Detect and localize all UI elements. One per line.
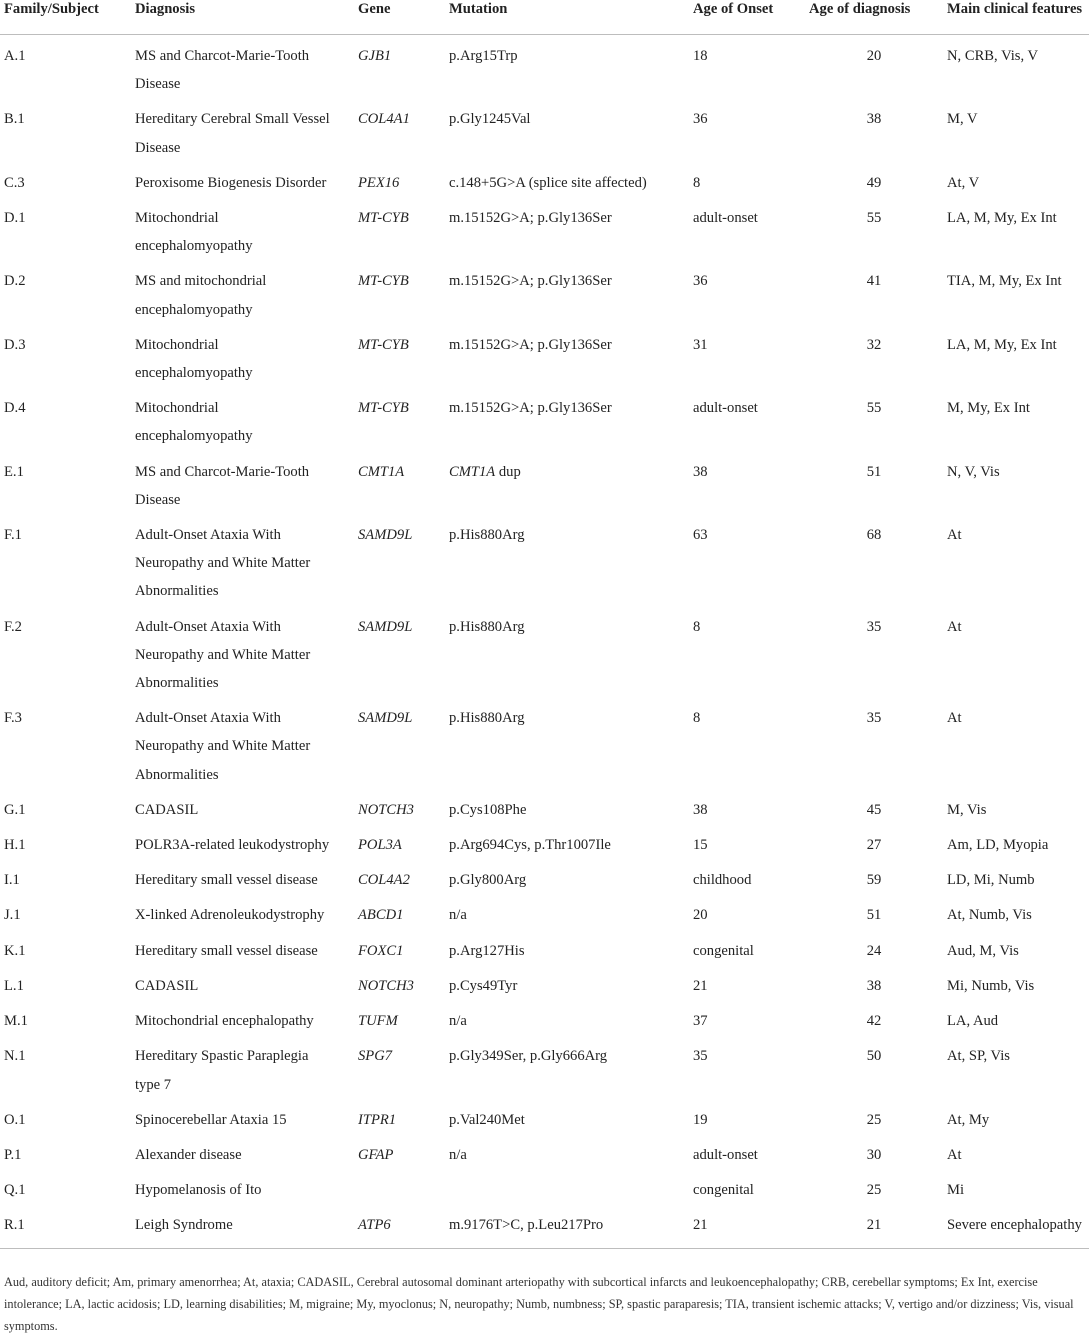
cell-diagnosis: Hereditary small vessel disease — [135, 872, 318, 889]
cell-age-diagnosis: 51 — [866, 463, 882, 480]
table-row — [0, 894, 1089, 929]
cell-gene: POL3A — [358, 837, 402, 854]
cell-subject: F.3 — [4, 710, 22, 727]
cell-diagnosis: Adult-Onset Ataxia With Neuropathy and White Matter Abnormalities — [135, 618, 311, 692]
table-row — [0, 162, 1089, 197]
cell-age-onset: 20 — [693, 907, 708, 924]
cell-diagnosis: CADASIL — [135, 801, 199, 818]
table-row — [0, 260, 1089, 323]
cell-age-diagnosis: 45 — [866, 801, 882, 818]
cell-age-diagnosis: 20 — [866, 48, 882, 64]
cell-age-diagnosis: 55 — [866, 210, 882, 227]
cell-mutation: p.His880Arg — [449, 527, 525, 544]
cell-gene: MT-CYB — [358, 400, 409, 417]
table-row — [0, 324, 1089, 387]
cell-diagnosis: Mitochondrial encephalomyopathy — [135, 336, 253, 382]
cell-subject: P.1 — [4, 1146, 22, 1163]
cell-age-diagnosis: 38 — [866, 111, 882, 128]
cell-mutation: p.His880Arg — [449, 710, 525, 727]
cell-age-diagnosis: 55 — [866, 400, 882, 417]
cell-subject: E.1 — [4, 463, 24, 480]
cell-clinical-features: Aud, M, Vis — [947, 942, 1019, 959]
cell-age-onset: 31 — [693, 336, 708, 353]
cell-clinical-features: LA, Aud — [947, 1013, 999, 1030]
cell-mutation: p.Gly800Arg — [449, 872, 527, 889]
cell-age-onset: 21 — [693, 977, 708, 994]
cell-diagnosis: Peroxisome Biogenesis Disorder — [135, 174, 327, 191]
cell-subject: D.2 — [4, 273, 26, 290]
cell-gene: SAMD9L — [358, 527, 413, 544]
cell-diagnosis: Mitochondrial encephalomyopathy — [135, 400, 253, 445]
cell-subject: A.1 — [4, 48, 26, 64]
table-row — [0, 451, 1089, 514]
cell-age-onset: 8 — [693, 710, 701, 727]
cell-age-onset: adult-onset — [693, 400, 758, 417]
cell-gene: CMT1A — [358, 463, 405, 480]
cell-mutation: m.9176T>C, p.Leu217Pro — [449, 1217, 604, 1234]
cell-clinical-features: N, V, Vis — [947, 463, 1000, 480]
mutation-type: dup — [498, 463, 521, 480]
header-family-subject: Family/Subject — [0, 0, 131, 35]
cell-age-diagnosis: 42 — [866, 1013, 882, 1030]
cell-age-onset: 37 — [693, 1013, 708, 1030]
cell-mutation: p.Arg127His — [449, 942, 525, 959]
cell-diagnosis: X-linked Adrenoleukodystrophy — [135, 907, 325, 924]
table-row — [0, 1099, 1089, 1134]
cell-mutation: p.Cys49Tyr — [449, 977, 518, 994]
cell-clinical-features: N, CRB, Vis, V — [947, 48, 1039, 64]
cell-age-diagnosis: 25 — [866, 1182, 882, 1199]
cell-subject: M.1 — [4, 1013, 28, 1030]
table-row — [0, 35, 1089, 99]
cell-subject: K.1 — [4, 942, 26, 959]
cell-gene: SAMD9L — [358, 618, 413, 635]
header-mutation: Mutation — [445, 0, 689, 35]
cell-gene — [354, 1169, 445, 1204]
cell-gene: COL4A1 — [358, 111, 410, 128]
table-footnote: Aud, auditory deficit; Am, primary amenorrhea; At, ataxia; CADASIL, Cerebral autosomal dominant arteriopathy with subcortical infarcts and leukoencephalopathy; CRB, cerebellar symptoms; Ex Int, exercise intolerance; LA, lactic acidosis; LD, learning disabilities; M, migraine; My, myoclonus; N, neuropathy; Numb, numbness; SP, spastic paraparesis; TIA, transient ischemic attacks; V, vertigo and/or dizziness; Vis, visual symptoms. — [4, 1275, 1074, 1333]
cell-age-diagnosis: 24 — [866, 942, 882, 959]
cell-age-diagnosis: 35 — [866, 710, 882, 727]
cell-mutation: m.15152G>A; p.Gly136Ser — [449, 400, 612, 417]
cell-gene: MT-CYB — [358, 273, 409, 290]
cell-clinical-features: LD, Mi, Numb — [947, 872, 1035, 889]
table-row — [0, 1169, 1089, 1204]
header-age-of-diagnosis: Age of diagnosis — [805, 0, 943, 35]
cell-subject: H.1 — [4, 837, 26, 854]
table-row — [0, 930, 1089, 965]
cell-age-onset: 38 — [693, 801, 708, 818]
cell-mutation: n/a — [449, 1146, 467, 1163]
header-age-of-onset: Age of Onset — [689, 0, 805, 35]
cell-age-onset: childhood — [693, 872, 752, 889]
table-row — [0, 824, 1089, 859]
cell-age-diagnosis: 32 — [866, 336, 882, 353]
cell-clinical-features: At — [947, 618, 962, 635]
cell-age-onset: 36 — [693, 273, 708, 290]
table-row — [0, 197, 1089, 260]
cell-gene: SPG7 — [358, 1048, 393, 1065]
cell-mutation: p.His880Arg — [449, 618, 525, 635]
header-gene: Gene — [354, 0, 445, 35]
cell-mutation: m.15152G>A; p.Gly136Ser — [449, 210, 612, 227]
cell-diagnosis: Adult-Onset Ataxia With Neuropathy and White Matter Abnormalities — [135, 527, 311, 600]
cell-mutation: m.15152G>A; p.Gly136Ser — [449, 336, 612, 353]
table-row — [0, 965, 1089, 1000]
cell-clinical-features: At, Numb, Vis — [947, 907, 1032, 924]
cell-age-onset: 35 — [693, 1048, 708, 1065]
table-row — [0, 789, 1089, 824]
cell-diagnosis: Hereditary Cerebral Small Vessel Disease — [135, 111, 330, 156]
cell-clinical-features: At, V — [947, 174, 980, 191]
cell-age-onset: congenital — [693, 1182, 754, 1199]
table-row — [0, 697, 1089, 789]
cell-subject: Q.1 — [4, 1182, 26, 1199]
cell-mutation: n/a — [449, 907, 467, 924]
cell-age-onset: 8 — [693, 618, 701, 635]
cell-age-onset: 15 — [693, 837, 708, 854]
cell-age-diagnosis: 51 — [866, 907, 882, 924]
cell-clinical-features: M, V — [947, 111, 978, 128]
cell-age-onset: 63 — [693, 527, 708, 544]
cell-mutation: c.148+5G>A (splice site affected) — [449, 174, 647, 191]
cell-subject: C.3 — [4, 174, 25, 191]
cell-clinical-features: LA, M, My, Ex Int — [947, 210, 1057, 227]
table-row — [0, 98, 1089, 161]
cell-subject: F.2 — [4, 618, 22, 635]
cell-clinical-features: M, Vis — [947, 801, 987, 818]
cell-diagnosis: Hereditary Spastic Paraplegia type 7 — [135, 1048, 309, 1093]
cell-mutation: n/a — [449, 1013, 467, 1030]
cell-age-diagnosis: 38 — [866, 977, 882, 994]
cell-diagnosis: Spinocerebellar Ataxia 15 — [135, 1111, 287, 1128]
cell-mutation: p.Gly349Ser, p.Gly666Arg — [449, 1048, 608, 1065]
cell-gene: ABCD1 — [358, 907, 404, 924]
cell-diagnosis: Adult-Onset Ataxia With Neuropathy and White Matter Abnormalities — [135, 710, 311, 783]
cell-subject: N.1 — [4, 1048, 26, 1065]
table-row — [0, 387, 1089, 450]
cell-gene: PEX16 — [358, 174, 400, 191]
cell-clinical-features: At, SP, Vis — [947, 1048, 1010, 1065]
cell-gene: MT-CYB — [358, 210, 409, 227]
table-body — [0, 35, 1089, 1248]
header-row — [0, 0, 1089, 35]
cell-gene: TUFM — [358, 1013, 398, 1030]
header-main-clinical-features: Main clinical features — [943, 0, 1089, 35]
cell-age-onset: 8 — [693, 174, 701, 191]
cell-diagnosis: MS and Charcot-Marie-Tooth Disease — [135, 463, 310, 508]
cell-mutation: p.Gly1245Val — [449, 111, 531, 128]
cell-age-diagnosis: 35 — [866, 618, 882, 635]
cell-age-diagnosis: 30 — [866, 1146, 882, 1163]
cell-age-onset: 38 — [693, 463, 708, 480]
cell-clinical-features: TIA, M, My, Ex Int — [947, 273, 1062, 290]
cell-subject: L.1 — [4, 977, 24, 994]
cell-age-onset: 18 — [693, 48, 708, 64]
cell-gene: ATP6 — [358, 1217, 391, 1234]
cell-subject: B.1 — [4, 111, 25, 128]
cell-gene: NOTCH3 — [358, 977, 414, 994]
cell-mutation — [445, 451, 689, 514]
cell-age-diagnosis: 68 — [866, 527, 882, 544]
cell-age-diagnosis: 27 — [866, 837, 882, 854]
cell-gene: MT-CYB — [358, 336, 409, 353]
cell-gene: GJB1 — [358, 48, 392, 64]
cell-age-diagnosis: 59 — [866, 872, 882, 889]
cell-mutation: p.Arg694Cys, p.Thr1007Ile — [449, 837, 611, 854]
cell-gene: COL4A2 — [358, 872, 410, 889]
cell-age-diagnosis: 49 — [866, 174, 882, 191]
header-diagnosis: Diagnosis — [131, 0, 354, 35]
cell-clinical-features: Mi, Numb, Vis — [947, 977, 1035, 994]
cell-subject: I.1 — [4, 872, 20, 889]
cell-age-onset: congenital — [693, 942, 754, 959]
table-row — [0, 1035, 1089, 1098]
cell-diagnosis: Hypomelanosis of Ito — [135, 1182, 262, 1199]
table-bottom-rule — [0, 1248, 1089, 1249]
cell-age-onset: adult-onset — [693, 210, 758, 227]
cell-clinical-features: At — [947, 1146, 962, 1163]
cell-subject: F.1 — [4, 527, 22, 544]
cell-age-onset: 19 — [693, 1111, 708, 1128]
cell-age-diagnosis: 41 — [866, 273, 882, 290]
cell-clinical-features: At — [947, 527, 962, 544]
table-row — [0, 1000, 1089, 1035]
cell-diagnosis: Leigh Syndrome — [135, 1217, 233, 1234]
cell-age-onset: adult-onset — [693, 1146, 758, 1163]
cell-gene: SAMD9L — [358, 710, 413, 727]
table-row — [0, 1204, 1089, 1247]
cell-diagnosis: Alexander disease — [135, 1146, 242, 1163]
cell-diagnosis: Mitochondrial encephalomyopathy — [135, 210, 253, 255]
mutation-gene-name: CMT1A — [449, 463, 496, 480]
cell-subject: J.1 — [4, 907, 21, 924]
cell-subject: G.1 — [4, 801, 26, 818]
cell-clinical-features: Am, LD, Myopia — [947, 837, 1049, 854]
cell-subject: O.1 — [4, 1111, 26, 1128]
cell-clinical-features: LA, M, My, Ex Int — [947, 336, 1057, 353]
cell-gene: FOXC1 — [358, 942, 404, 959]
cell-subject: D.4 — [4, 400, 26, 417]
cell-diagnosis: MS and mitochondrial encephalomyopathy — [135, 273, 267, 318]
cell-age-onset: 36 — [693, 111, 708, 128]
cell-mutation — [445, 1169, 689, 1204]
cell-age-diagnosis: 25 — [866, 1111, 882, 1128]
cell-diagnosis: Hereditary small vessel disease — [135, 942, 318, 959]
cell-clinical-features: At — [947, 710, 962, 727]
cell-gene: GFAP — [358, 1146, 394, 1163]
cell-gene: NOTCH3 — [358, 801, 414, 818]
cell-mutation: m.15152G>A; p.Gly136Ser — [449, 273, 612, 290]
table-row — [0, 514, 1089, 606]
cell-age-onset: 21 — [693, 1217, 708, 1234]
table-row — [0, 606, 1089, 698]
table-header — [0, 0, 1089, 35]
cell-subject: R.1 — [4, 1217, 25, 1234]
cell-diagnosis: CADASIL — [135, 977, 199, 994]
cell-gene: ITPR1 — [358, 1111, 397, 1128]
cell-diagnosis: POLR3A-related leukodystrophy — [135, 837, 330, 854]
cell-diagnosis: Mitochondrial encephalopathy — [135, 1013, 314, 1030]
table-row — [0, 1134, 1089, 1169]
cell-clinical-features: Severe encephalopathy — [947, 1217, 1082, 1234]
cell-mutation: p.Val240Met — [449, 1111, 525, 1128]
cell-clinical-features: M, My, Ex Int — [947, 400, 1030, 417]
cell-age-diagnosis: 21 — [866, 1217, 882, 1234]
cell-age-diagnosis: 50 — [866, 1048, 882, 1065]
cell-clinical-features: At, My — [947, 1111, 990, 1128]
table-row — [0, 859, 1089, 894]
cell-mutation: p.Cys108Phe — [449, 801, 527, 818]
cell-subject: D.3 — [4, 336, 26, 353]
cell-mutation: p.Arg15Trp — [449, 48, 518, 64]
cell-clinical-features: Mi — [947, 1182, 965, 1199]
cell-subject: D.1 — [4, 210, 26, 227]
cell-diagnosis: MS and Charcot-Marie-Tooth Disease — [135, 48, 310, 93]
